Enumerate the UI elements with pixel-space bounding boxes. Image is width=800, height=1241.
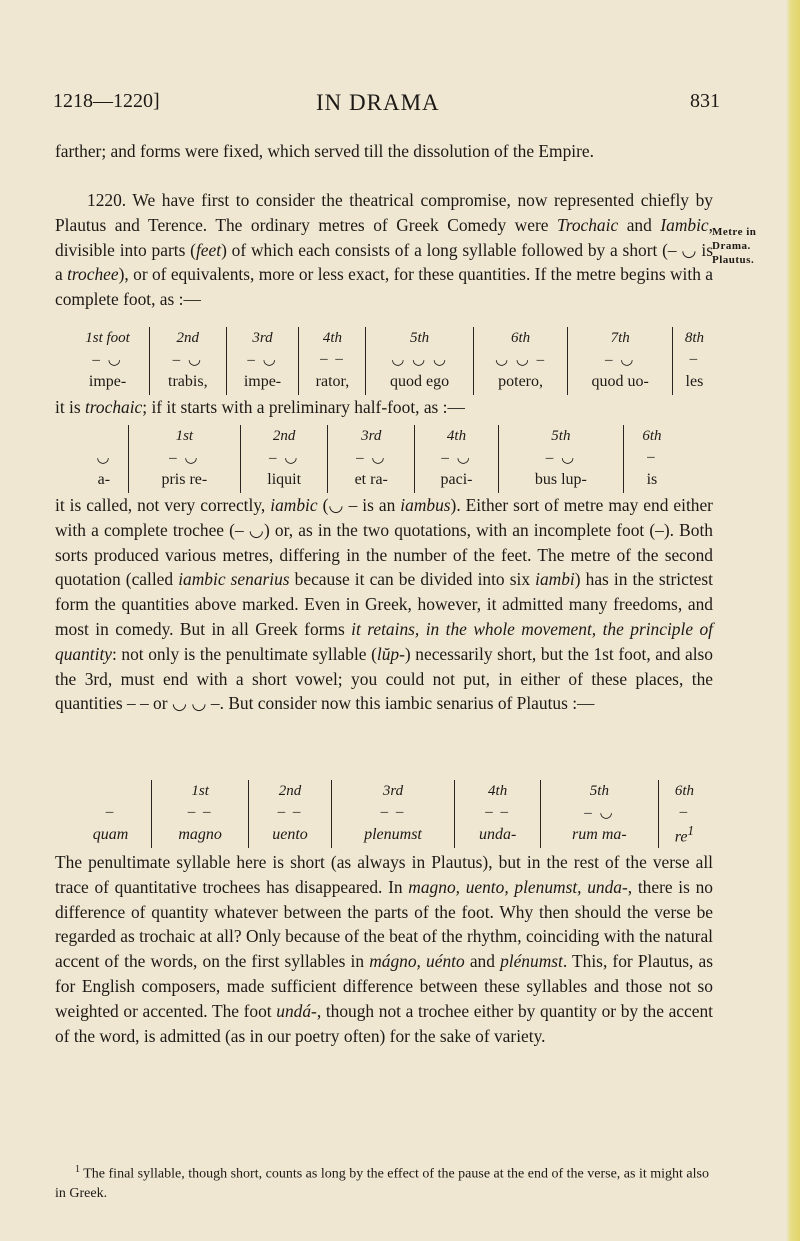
- plautus-senarius-table: 1st 2nd 3rd 4th 5th 6th – – – – – – – – – – ◡ – quam magno uento plenumst unda- rum ma- $re^1$: [70, 780, 710, 848]
- paragraph-trochaic: it is trochaic; if it starts with a preliminary half-foot, as :—: [55, 397, 465, 417]
- iambic-scansion-table: 1st 2nd 3rd 4th 5th 6th ◡ – ◡ – ◡ – ◡ – ◡ – ◡ – a- pris re- liquit et ra- paci- bus lup- is: [80, 425, 680, 493]
- paragraph-1: farther; and forms were fixed, which served till the dissolution of the Empire.: [55, 141, 594, 161]
- running-title: IN DRAMA: [316, 90, 440, 115]
- footnote-marker: 1: [687, 823, 695, 839]
- footnote: $^1$ The final syllable, though short, counts as long by the effect of the pause at the end of the verse, as it might also in Greek.: [55, 1164, 709, 1201]
- quantities-row: – ◡ – ◡ – ◡ – – ◡ ◡ ◡ ◡ ◡ – – ◡ –: [66, 349, 716, 369]
- paragraph-iambic: it is called, not very correctly, iambic (◡ – is an iambus). Either sort of metre may end either with a complete trochee (– ◡) or, as in the two quotations, with an incomplete foot (–). Both sorts produced various metres, differing in the number of the feet. The metre of the second quotation (called iambic senarius because it can be divided into six iambi) has in the strictest form the quantities above marked. Even in Greek, however, it admitted many freedoms, and most in comedy. But in all Greek forms it retains, in the whole movement, the principle of quantity: not only is the penultimate syllable (lŭp-) necessarily short, but the 1st foot, and also the 3rd, must end with a short vowel; you could not put, in either of these places, the quantities – – or ◡ ◡ –. But consider now this iambic senarius of Plautus :—: [55, 495, 713, 714]
- paragraph-number: 1220.: [87, 190, 127, 210]
- page-edge: [786, 0, 800, 1241]
- running-header: [53, 90, 720, 130]
- footnote-mark: 1: [75, 1164, 80, 1175]
- paragraph-range: 1218—1220]: [53, 90, 160, 112]
- syllables-row: impe- trabis, impe- rator, quod ego potero, quod uo- les: [66, 369, 716, 395]
- paragraph-1220: 1220. We have first to consider the theatrical compromise, now represented chiefly by Plautus and Terence. The ordinary metres of Greek Comedy were Trochaic and Iambic, divisible into parts (feet) of which each consists of a long syllable followed by a short (– ◡ is a trochee), or of equivalents, more or less exact, for these quantities. If the metre begins with a complete foot, as :—: [55, 190, 714, 310]
- page-number: 831: [690, 90, 720, 112]
- foot-numbers-row: 1st foot 2nd 3rd 4th 5th 6th 7th 8th: [66, 327, 716, 349]
- trochaic-scansion-table: [66, 327, 716, 395]
- marginal-note: Metre in Drama. Plautus.: [712, 226, 757, 266]
- paragraph-penultimate: The penultimate syllable here is short (as always in Plautus), but in the rest of the verse all trace of quantitative trochees has disappeared. In magno, uento, plenumst, unda-, there is no difference of quantity whatever between the parts of the foot. Why then should the verse be regarded as trochaic at all? Only because of the beat of the rhythm, coinciding with the natural accent of the words, on the first syllables in mágno, uénto and plénumst. This, for Plautus, as for English composers, made sufficient difference between these syllables and those not so weighted or accented. The foot undá-, though not a trochee either by quantity or by the accent of the word, is admitted (as in our poetry often) for the sake of variety.: [55, 852, 714, 1046]
